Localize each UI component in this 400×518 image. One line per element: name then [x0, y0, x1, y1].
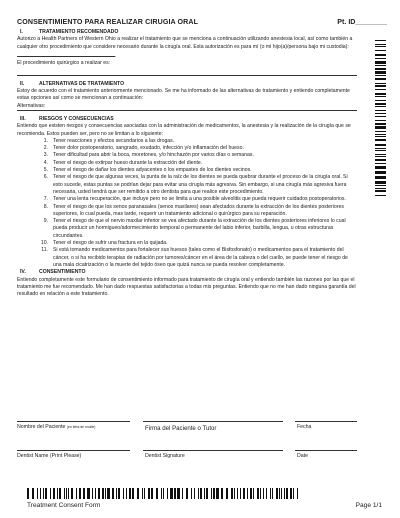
section-1-heading [17, 29, 357, 36]
barcode-bar [250, 488, 252, 499]
barcode-bar [375, 103, 386, 105]
barcode-bar [105, 488, 106, 499]
barcode-bar [221, 488, 223, 499]
barcode-bar [161, 488, 162, 499]
date-label-es: Fecha [297, 424, 312, 430]
barcode-bar [102, 488, 104, 499]
barcode-bar [59, 488, 61, 499]
barcode-bar [293, 488, 294, 499]
dentist-signature-line[interactable] [143, 450, 283, 451]
barcode-bar [375, 166, 386, 168]
barcode-bar [247, 488, 248, 499]
barcode-bar [116, 488, 117, 499]
barcode-bar [53, 488, 55, 499]
section-2-title: ALTERNATIVAS DE TRATAMIENTO [39, 80, 125, 87]
barcode-bar [375, 93, 386, 95]
patient-id-field[interactable]: Pt. ID________ [337, 18, 387, 26]
barcode-bar [375, 148, 386, 149]
side-barcode [375, 40, 386, 200]
dentist-name-label: Dentist Name (Print Please) [17, 453, 82, 459]
barcode-bar [148, 488, 150, 499]
barcode-bar [45, 488, 47, 499]
barcode-bar [118, 488, 120, 499]
barcode-bar [186, 488, 188, 499]
barcode-bar [27, 488, 29, 499]
section-4-paragraph: Entiendo completamente este formulario de consentimiento informado para tratamiento de cirugía oral y entiendo también las razones por las que el tratamiento me fue recomendado. Me han dado respuestas satisfactorias a todas mis preguntas. Entiendo que no me han dado ninguna garantía del resultado en relación a este tratamiento. [17, 276, 356, 298]
barcode-bar [375, 126, 386, 128]
barcode-bar [375, 71, 386, 73]
patient-name-label: Nombre del Paciente (en letra de molde) [17, 424, 96, 430]
barcode-bar [57, 488, 58, 499]
section-4-number: IV. [20, 269, 26, 276]
barcode-bar [375, 116, 386, 117]
barcode-bar [375, 163, 386, 164]
barcode-bar [182, 488, 183, 499]
barcode-bar [37, 488, 38, 499]
patient-signature-label: Firma del Paciente o Tutor [145, 425, 217, 432]
barcode-bar [194, 488, 195, 499]
barcode-bar [243, 488, 245, 499]
section-1-text: Autorizo a Health Partners of Western Ohio a realizar el tratamiento que se menciona a continuación utilizando anestesia local, así como también a cualquier otro procedimiento que considere necesario durante la cirugía oral. Esta autorización es para mí (o mi hijo(a)/persona bajo mi custodia): [17, 36, 353, 50]
barcode-bar [144, 488, 145, 499]
barcode-bar [375, 150, 386, 151]
barcode-bar [204, 488, 205, 499]
barcode-bar [375, 61, 386, 63]
patient-signature-line[interactable] [143, 421, 283, 422]
barcode-bar [281, 488, 282, 499]
barcode-bar [375, 113, 386, 114]
barcode-bar [375, 185, 386, 186]
barcode-bar [297, 488, 298, 499]
barcode-bar [375, 68, 386, 70]
barcode-bar [170, 488, 172, 499]
barcode-bar [375, 144, 386, 146]
barcode-bar [375, 120, 386, 121]
risk-item: 4. Tener el riesgo de extirpar hueso durante la extracción del diente. [43, 159, 203, 166]
barcode-bar [284, 488, 285, 499]
barcode-bar [83, 488, 85, 499]
barcode-bar [151, 488, 153, 499]
barcode-bar [50, 488, 51, 499]
alternatives-label: Alternativas: [17, 102, 46, 109]
barcode-bar [375, 50, 386, 51]
dentist-name-line[interactable] [17, 450, 130, 451]
date-line-en[interactable] [295, 450, 357, 451]
barcode-bar [206, 488, 208, 499]
barcode-bar [375, 171, 386, 173]
barcode-bar [126, 488, 127, 499]
barcode-bar [375, 156, 386, 157]
print-hint: (en letra de molde) [66, 425, 96, 429]
title-row [17, 18, 387, 28]
section-1-number: I. [20, 29, 23, 35]
barcode-bar [375, 136, 386, 137]
procedure-label: El procedimiento quirúrgico a realizar es: [17, 60, 111, 67]
barcode-bar [375, 54, 386, 56]
risk-item: 9. Tener el riesgo de que el nervio maxilar inferior se vea afectado durante la extracción de los dientes posteriores inferiores lo cual pueda producir un hormigueo/adormecimiento temporal o permanente del labio inferior, barbilla, lengua, u otras estructuras circundantes. [43, 218, 346, 239]
barcode-bar [375, 190, 386, 192]
barcode-bar [198, 488, 199, 499]
barcode-bar [191, 488, 192, 499]
barcode-bar [375, 154, 386, 155]
dentist-signature-row [17, 450, 357, 462]
barcode-bar [266, 488, 267, 499]
barcode-bar [156, 488, 158, 499]
barcode-bar [272, 488, 273, 499]
barcode-bar [216, 488, 218, 499]
barcode-bar [132, 488, 134, 499]
barcode-bar [260, 488, 261, 499]
barcode-bar [79, 488, 81, 499]
barcode-bar [375, 195, 386, 196]
barcode-bar [375, 75, 386, 76]
barcode-bar [375, 40, 386, 41]
barcode-bar [375, 123, 386, 125]
form-title: CONSENTIMIENTO PARA REALIZAR CIRUGIA ORAL [17, 18, 199, 26]
section-1-paragraph: Autorizo a Health Partners of Western Ohio a realizar el tratamiento que se menciona a continuación utilizando anestesia local, así como también a cualquier otro procedimiento que considere necesario durante la cirugía oral. Esta autorización es para mí (o mi hijo(a)/persona bajo mi custodia): . [17, 36, 353, 59]
barcode-bar [107, 488, 109, 499]
patient-name-line[interactable] [17, 421, 130, 422]
risk-item: 1. Tener reacciones y efectos secundarios a las drogas. [43, 137, 175, 144]
barcode-bar [211, 488, 212, 499]
barcode-bar [375, 100, 386, 101]
barcode-bar [375, 106, 386, 107]
date-line-es[interactable] [295, 421, 357, 422]
barcode-bar [276, 488, 278, 499]
barcode-bar [286, 488, 288, 499]
barcode-bar [375, 159, 386, 161]
barcode-bar [32, 488, 34, 499]
barcode-bar [234, 488, 235, 499]
barcode-bar [167, 488, 168, 499]
procedure-blank[interactable] [17, 67, 357, 74]
procedure-row [17, 60, 357, 76]
barcode-bar [375, 181, 386, 183]
risk-item: 2. Tener dolor postoperatorio, sangrado, exudado, infección y/o inflamación del hueso. [43, 145, 244, 152]
risk-item: 6. Tener el riesgo de que algunas veces, la punta de la raíz de los dientes se pueda quebrar durante el proceso de la cirugía oral. Si esto sucede, estas puntas se podrían dejar para evitar una cirugía más agresiva. Sin embargo, si una cirugía más agresiva fuera necesaria, usted tendrá que ser remitido a otro dentista para que realice este procedimiento. [43, 174, 348, 195]
barcode-bar [200, 488, 202, 499]
barcode-bar [257, 488, 259, 499]
barcode-bar [95, 488, 96, 499]
barcode-bar [253, 488, 254, 499]
barcode-bar [87, 488, 89, 499]
barcode-bar [43, 488, 44, 499]
barcode-bar [68, 488, 69, 499]
barcode-bar [290, 488, 292, 499]
section-1-title: TRATAMIENTO RECOMENDADO [39, 29, 119, 35]
barcode-bar [240, 488, 241, 499]
barcode-bar [177, 488, 179, 499]
barcode-bar [375, 65, 386, 66]
barcode-bar [375, 110, 386, 111]
barcode-bar [142, 488, 143, 499]
barcode-bar [71, 488, 73, 499]
risk-item: 10. Tener el riesgo de sufrir una fractura en la quijada. [40, 240, 168, 247]
patient-signature-row [17, 421, 357, 433]
risks-list [17, 138, 357, 269]
barcode-bar [174, 488, 176, 499]
barcode-bar [64, 488, 65, 499]
alternatives-row [17, 103, 357, 111]
barcode-bar [375, 131, 386, 132]
barcode-bar [92, 488, 93, 499]
risk-item: 8. Tener el riesgo de que los senos paranasales (senos maxilares) sean afectados durante la extracción de los dientes posteriores superiores, lo cual pueda, mas tarde, requerir un tratamiento adicional o quirúrgico para su reparación. [43, 203, 344, 217]
date-label-en: Date [297, 453, 308, 459]
section-3-number: III. [20, 115, 26, 122]
barcode-bar [98, 488, 100, 499]
barcode-bar [123, 488, 124, 499]
section-2-heading [17, 81, 357, 88]
barcode-bar [112, 488, 114, 499]
section-3-paragraph: Entiendo que existen riesgos y consecuencias asociadas con la administración de medicamentos, la anestesia y la realización de la cirugía que se recomienda. Estos pueden ser, pero no se limitan a lo siguiente: [17, 123, 351, 137]
risk-item: 5. Tener el riesgo de dañar los dientes adyacentes o los empastes de los dientes vecinos. [43, 167, 252, 174]
barcode-bar [279, 488, 280, 499]
footer-page-number: Page 1/1 [355, 502, 382, 509]
barcode-bar [375, 46, 386, 47]
barcode-bar [375, 188, 386, 189]
section-2-number: II. [20, 80, 25, 87]
barcode-bar [129, 488, 131, 499]
barcode-bar [375, 134, 386, 135]
barcode-bar [375, 139, 386, 141]
barcode-bar [237, 488, 238, 499]
barcode-bar [375, 85, 386, 87]
section-3-heading [17, 116, 357, 123]
barcode-bar [213, 488, 215, 499]
section-4-title: CONSENTIMIENTO [39, 269, 86, 276]
form-content [17, 29, 357, 298]
barcode-bar [375, 89, 386, 90]
dentist-signature-label: Dentist Signature [145, 453, 185, 459]
barcode-bar [137, 488, 139, 499]
barcode-bar [40, 488, 41, 499]
risk-item: 7. Tener una lenta recuperación, que incluye pero no se limita a una posible alveolitis que pueda requerir cuidados postoperatorios. [43, 196, 346, 203]
barcode-bar [270, 488, 271, 499]
risk-item: 11. Si está tomando medicamentos para fortalecer sus huesos (tales como el Bisfosfonato) o medicamentos para el tratamiento del cáncer, o si ha recibido terapias de radiación por tumores/cáncer en el área de la cabeza o del cuello, se puede tener el riesgo de una mala cicatrización o la muerte del tejido óseo que quizá nunca se pueda resolver completamente. [41, 247, 348, 268]
risk-item: 3. Tener dificultad para abrir la boca, moretones, y/o hinchazón por varios días o semanas. [43, 152, 254, 159]
barcode-bar [375, 58, 386, 59]
barcode-bar [375, 78, 386, 80]
barcode-bar [76, 488, 77, 499]
barcode-bar [375, 176, 386, 178]
barcode-bar [66, 488, 67, 499]
bottom-barcode [27, 488, 302, 499]
barcode-bar [163, 488, 164, 499]
section-4-heading [17, 269, 357, 276]
section-3-title: RIESGOS Y CONSECUENCIAS [39, 115, 114, 122]
barcode-bar [231, 488, 233, 499]
section-2-paragraph: Estoy de acuerdo con el tratamiento anteriormente mencionado. Se me ha informado de las alternativas de tratamiento y entiendo completamente estas opciones así como se mencionan a continuación: [17, 88, 350, 102]
barcode-bar [226, 488, 228, 499]
barcode-bar [375, 96, 386, 97]
barcode-bar [263, 488, 264, 499]
patient-name-blank[interactable] [17, 51, 115, 57]
barcode-bar [375, 44, 386, 45]
barcode-bar [375, 83, 386, 84]
footer-form-name: Treatment Consent Form [27, 502, 101, 509]
